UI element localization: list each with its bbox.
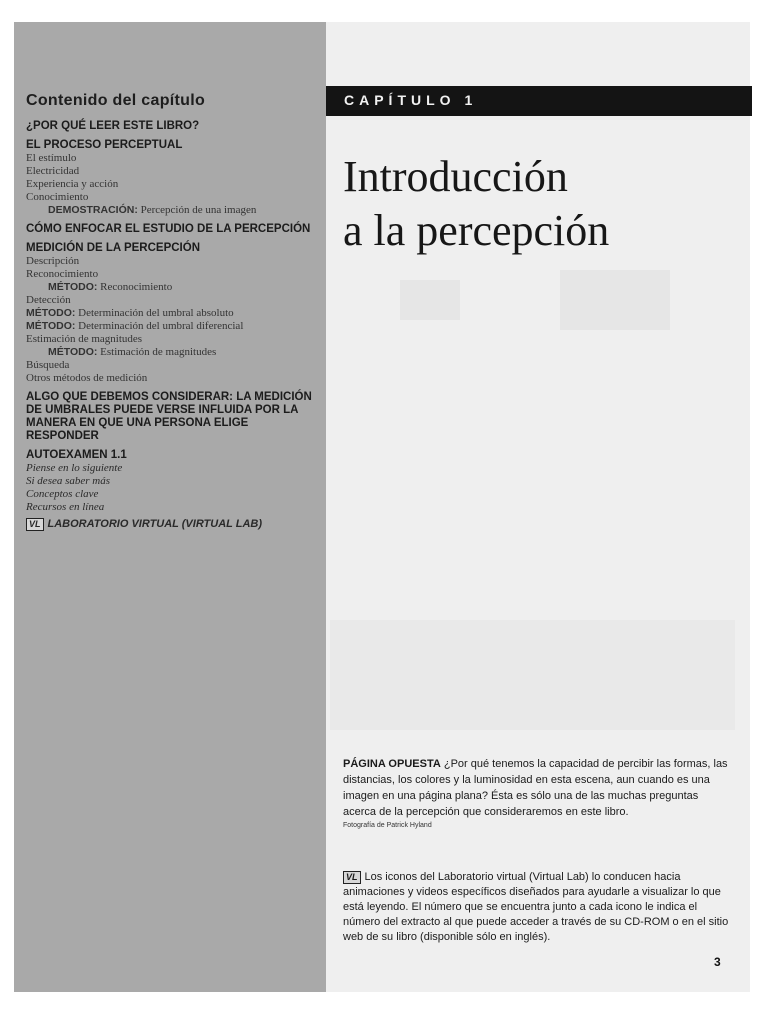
bleed-through-shape <box>400 280 460 320</box>
toc-item-text: Determinación del umbral diferencial <box>78 320 244 332</box>
toc-item-text: ALGO QUE DEBEMOS CONSIDERAR: LA MEDICIÓN DE UMBRALES PUEDE VERSE INFLUIDA POR LA MANERA EN QUE UNA PERSONA ELIGE RESPONDER <box>26 391 312 442</box>
toc-item-method-label: MÉTODO: <box>26 320 76 332</box>
toc-item <box>26 255 316 268</box>
toc-item <box>26 191 316 204</box>
toc-item <box>26 359 316 372</box>
toc-item-text: Conceptos clave <box>26 488 99 500</box>
table-of-contents-sidebar <box>14 22 326 992</box>
toc-item-method-label: MÉTODO: <box>48 346 98 358</box>
virtual-lab-entry <box>26 518 316 531</box>
toc-item-method-label: MÉTODO: <box>26 307 76 319</box>
toc-item-text: Percepción de una imagen <box>140 204 257 216</box>
virtual-lab-note-text: Los iconos del Laboratorio virtual (Virtual Lab) lo conducen hacia animaciones y videos específicos diseñados para ayudarle a visualizar lo que está leyendo. El número que se encuentra junto a cada icono le indica el número del extracto al que puede acceder a través de su CD-ROM o en el sitio web de su libro (disponible sólo en inglés). <box>343 871 729 943</box>
bleed-through-shape <box>330 620 735 730</box>
toc-item-text: AUTOEXAMEN 1.1 <box>26 449 127 461</box>
toc-item-text: Detección <box>26 294 71 306</box>
toc-item <box>26 120 316 133</box>
toc-item <box>26 268 316 281</box>
toc-item-text: ¿POR QUÉ LEER ESTE LIBRO? <box>26 120 200 132</box>
toc-item <box>26 372 316 385</box>
chapter-bar <box>326 86 752 116</box>
toc-item-text: Descripción <box>26 255 80 267</box>
toc-item <box>26 475 316 488</box>
chapter-title <box>343 150 743 258</box>
toc-item <box>26 178 316 191</box>
chapter-title-line-1: Introducción <box>343 152 568 201</box>
toc-item-text: Determinación del umbral absoluto <box>78 307 234 319</box>
toc-item-text: Piense en lo siguiente <box>26 462 123 474</box>
toc-item-text: Electricidad <box>26 165 80 177</box>
toc-item-method-label: MÉTODO: <box>48 281 98 293</box>
toc-item <box>26 346 316 359</box>
toc-item <box>26 462 316 475</box>
toc-item <box>26 165 316 178</box>
toc-item-text: Otros métodos de medición <box>26 372 148 384</box>
virtual-lab-label: LABORATORIO VIRTUAL (VIRTUAL LAB) <box>47 518 263 530</box>
toc-item-text: Experiencia y acción <box>26 178 119 190</box>
toc-item <box>26 391 316 443</box>
toc-item <box>26 333 316 346</box>
toc-item <box>26 449 316 462</box>
toc-item-text: Búsqueda <box>26 359 70 371</box>
virtual-lab-note <box>343 870 735 945</box>
toc-item <box>26 488 316 501</box>
bleed-through-shape <box>560 270 670 330</box>
toc-title: Contenido del capítulo <box>26 92 206 109</box>
chapter-title-line-2: a la percepción <box>343 206 610 255</box>
toc-item-text: Recursos en línea <box>26 501 105 513</box>
photo-credit: Fotografía de Patrick Hyland <box>343 822 432 829</box>
toc-item <box>26 320 316 333</box>
toc-list <box>26 120 316 514</box>
toc-item-text: Estimación de magnitudes <box>26 333 143 345</box>
toc-item-text: Estimación de magnitudes <box>100 346 217 358</box>
toc-item <box>26 294 316 307</box>
virtual-lab-icon: VL <box>26 518 44 531</box>
caption-lead: PÁGINA OPUESTA <box>343 758 441 770</box>
toc-item <box>26 281 316 294</box>
toc-item-method-label: DEMOSTRACIÓN: <box>48 204 138 216</box>
toc-item-text: CÓMO ENFOCAR EL ESTUDIO DE LA PERCEPCIÓN <box>26 223 311 235</box>
caption-text: ¿Por qué tenemos la capacidad de percibir las formas, las distancias, los colores y la luminosidad en esta escena, aun cuando es una imagen en una página plana? Ésta es sólo una de las muchas preguntas acerca de la percepción que consideraremos en este libro. <box>343 758 728 818</box>
toc-item-text: Reconocimiento <box>100 281 173 293</box>
toc-item-text: EL PROCESO PERCEPTUAL <box>26 139 183 151</box>
toc-item <box>26 152 316 165</box>
toc-item <box>26 139 316 152</box>
toc-item <box>26 242 316 255</box>
toc-item-text: Reconocimiento <box>26 268 99 280</box>
toc-item-text: El estímulo <box>26 152 77 164</box>
toc-item <box>26 204 316 217</box>
toc-item <box>26 307 316 320</box>
chapter-label: CAPÍTULO 1 <box>344 92 478 108</box>
virtual-lab-icon: VL <box>343 871 361 884</box>
toc-item-text: Si desea saber más <box>26 475 111 487</box>
toc-item <box>26 223 316 236</box>
photo-caption <box>343 756 733 831</box>
toc-item-text: MEDICIÓN DE LA PERCEPCIÓN <box>26 242 201 254</box>
page-number: 3 <box>714 955 721 969</box>
toc-item <box>26 501 316 514</box>
toc-item-text: Conocimiento <box>26 191 89 203</box>
